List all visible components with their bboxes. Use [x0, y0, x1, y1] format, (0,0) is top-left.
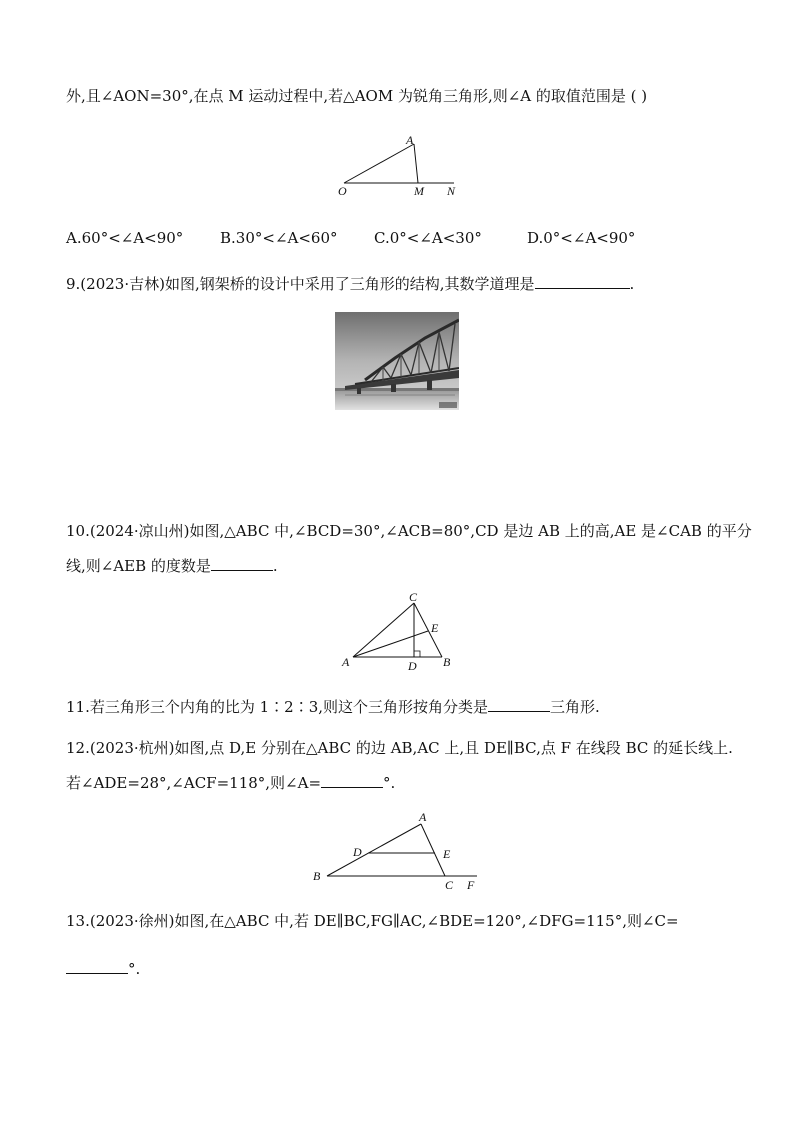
bridge-photo — [335, 312, 459, 410]
label-a: A — [406, 133, 414, 147]
q10-line2: 线,则∠AEB 的度数是 . — [66, 554, 278, 576]
q11-answer-blank[interactable] — [488, 695, 550, 712]
label-n: N — [447, 184, 456, 198]
label-e: E — [443, 847, 451, 861]
q8-option-a[interactable]: A.60°<∠A<90° — [66, 229, 184, 247]
q13-line1: 13.(2023·徐州)如图,在△ABC 中,若 DE∥BC,FG∥AC,∠BDE=120°,∠DFG=115°,则∠C= — [66, 912, 679, 930]
right-angle-mark — [414, 651, 420, 657]
q8-stem: 外,且∠AON=30°,在点 M 运动过程中,若△AOM 为锐角三角形,则∠A 的取值范围是 ( ) — [66, 87, 648, 105]
segment-am — [414, 144, 418, 183]
label-b: B — [443, 655, 451, 669]
label-f: F — [467, 878, 475, 892]
q9-stem: 9.(2023·吉林)如图,钢架桥的设计中采用了三角形的结构,其数学道理是 . — [66, 272, 634, 294]
bisector-ae — [353, 631, 428, 657]
q13-answer-blank[interactable] — [66, 957, 128, 974]
label-b: B — [313, 869, 321, 883]
label-e: E — [431, 621, 439, 635]
q11-stem: 11.若三角形三个内角的比为 1∶2∶3,则这个三角形按角分类是 三角形. — [66, 695, 600, 717]
q8-option-d[interactable]: D.0°<∠A<90° — [527, 229, 636, 247]
q13-line2: °. — [66, 957, 140, 979]
q12-answer-blank[interactable] — [321, 771, 383, 788]
q10-line1: 10.(2024·凉山州)如图,△ABC 中,∠BCD=30°,∠ACB=80°,CD 是边 AB 上的高,AE 是∠CAB 的平分 — [66, 522, 752, 540]
q9-answer-blank[interactable] — [535, 272, 630, 289]
side-ba — [327, 824, 421, 876]
label-a: A — [419, 810, 427, 824]
side-ac — [421, 824, 445, 876]
q12-line2: 若∠ADE=28°,∠ACF=118°,则∠A= °. — [66, 771, 395, 793]
q12-line1: 12.(2023·杭州)如图,点 D,E 分别在△ABC 的边 AB,AC 上,且 DE∥BC,点 F 在线段 BC 的延长线上. — [66, 739, 733, 757]
q8-figure — [330, 130, 470, 200]
q8-option-c[interactable]: C.0°<∠A<30° — [374, 229, 482, 247]
q10-answer-blank[interactable] — [211, 554, 273, 571]
label-d: D — [353, 845, 362, 859]
label-m: M — [414, 184, 424, 198]
q10-figure — [335, 590, 465, 675]
segment-oa — [344, 144, 414, 183]
label-c: C — [409, 590, 418, 604]
q8-option-b[interactable]: B.30°<∠A<60° — [220, 229, 338, 247]
label-c: C — [445, 878, 454, 892]
label-o: O — [338, 184, 347, 198]
label-a: A — [342, 655, 350, 669]
label-d: D — [408, 659, 417, 673]
q9-text: 9.(2023·吉林)如图,钢架桥的设计中采用了三角形的结构,其数学道理是 — [66, 275, 535, 293]
side-ac — [353, 603, 414, 657]
q12-figure — [305, 805, 490, 895]
